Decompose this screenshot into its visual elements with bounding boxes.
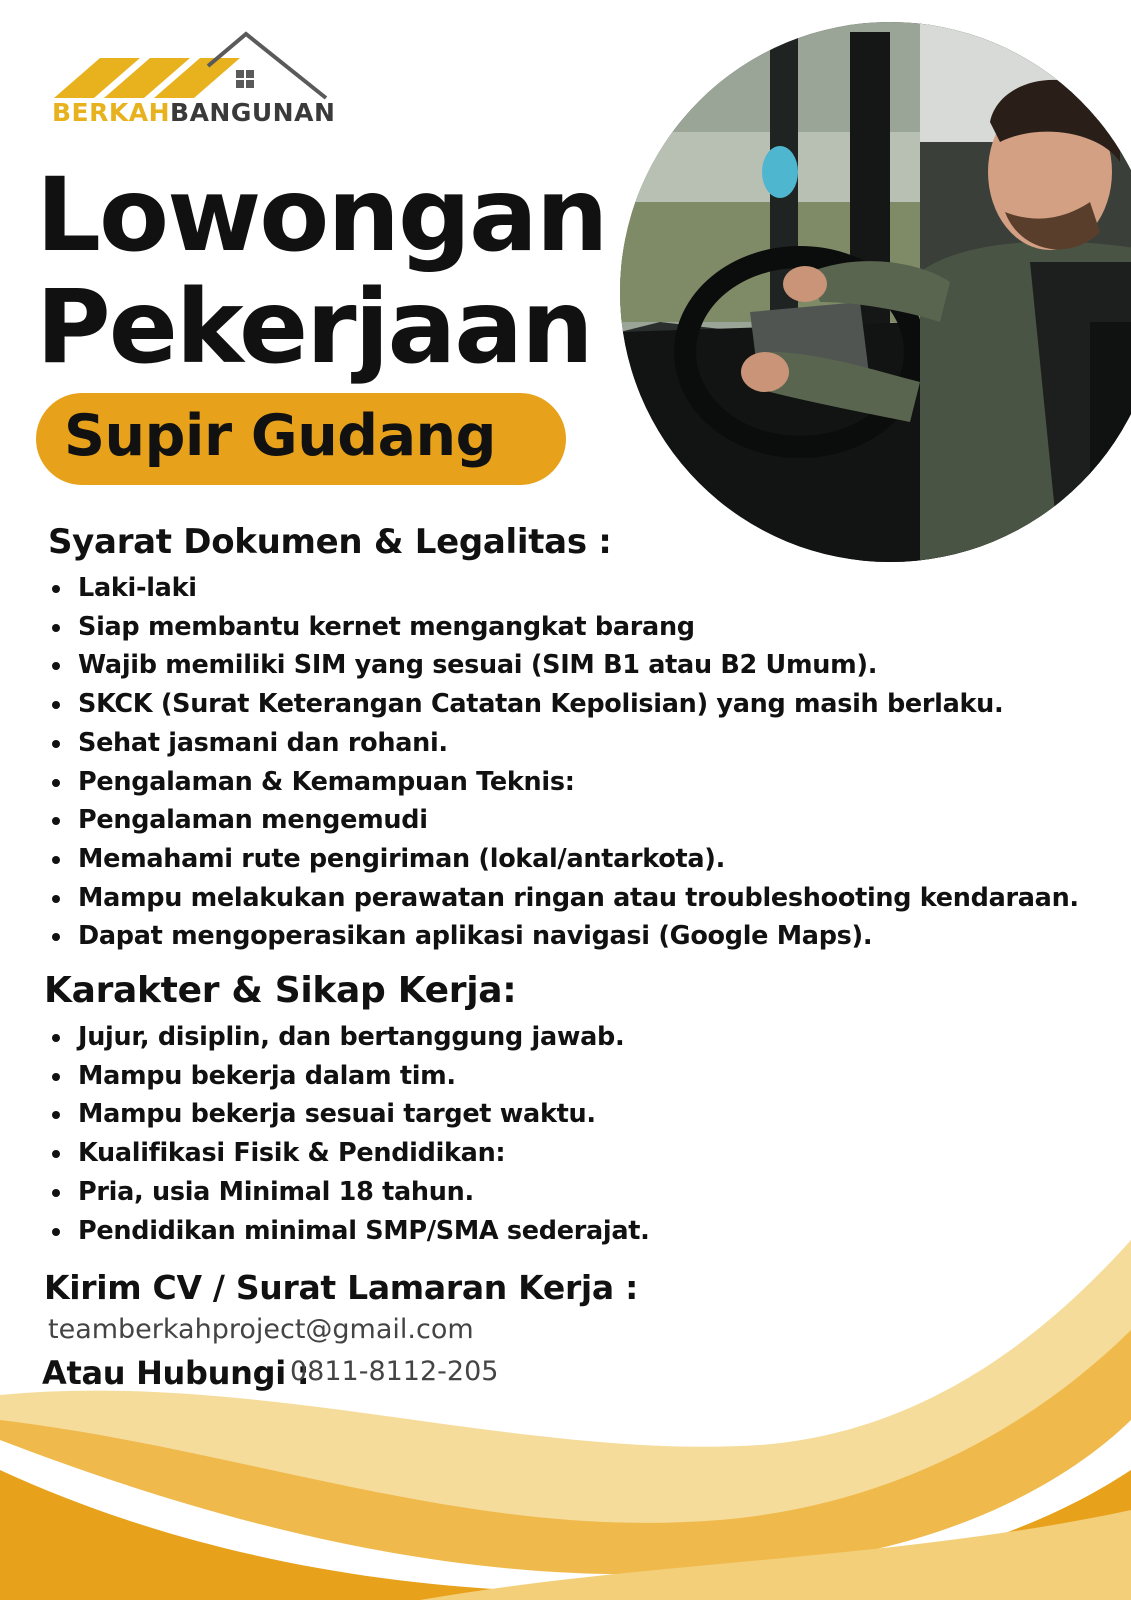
truck-driver-illustration [620,22,1131,562]
contact-label: Atau Hubungi : [42,1354,310,1392]
list-item: Pengalaman & Kemampuan Teknis: [50,763,1079,802]
headline-line-2: Pekerjaan [36,268,592,387]
list-item: Jujur, disiplin, dan bertanggung jawab. [50,1018,650,1057]
list-item: Siap membantu kernet mengangkat barang [50,608,1079,647]
list-item: Mampu bekerja sesuai target waktu. [50,1095,650,1134]
position-title: Supir Gudang [64,403,496,469]
position-badge [36,393,566,485]
email-address[interactable]: teamberkahproject@gmail.com [48,1314,474,1345]
list-item: Pengalaman mengemudi [50,801,1079,840]
driver-photo [620,22,1131,562]
documents-list [50,569,1079,956]
headline-line-1: Lowongan [36,156,607,275]
list-item: Mampu bekerja dalam tim. [50,1057,650,1096]
character-section-title: Karakter & Sikap Kerja: [44,970,517,1011]
list-item: Kualifikasi Fisik & Pendidikan: [50,1134,650,1173]
brand-name: BERKAHBANGUNAN [52,98,336,127]
phone-number[interactable]: 0811-8112-205 [290,1356,499,1387]
brand-logo [48,28,338,133]
list-item: Laki-laki [50,569,1079,608]
list-item: Sehat jasmani dan rohani. [50,724,1079,763]
list-item: Memahami rute pengiriman (lokal/antarkota). [50,840,1079,879]
documents-section-title: Syarat Dokumen & Legalitas : [48,522,612,562]
list-item: Dapat mengoperasikan aplikasi navigasi (Google Maps). [50,917,1079,956]
list-item: Pria, usia Minimal 18 tahun. [50,1173,650,1212]
character-list [50,1018,650,1250]
list-item: Pendidikan minimal SMP/SMA sederajat. [50,1212,650,1251]
house-roof-icon [48,28,338,103]
list-item: SKCK (Surat Keterangan Catatan Kepolisian) yang masih berlaku. [50,685,1079,724]
list-item: Wajib memiliki SIM yang sesuai (SIM B1 atau B2 Umum). [50,646,1079,685]
headline [36,156,607,387]
list-item: Mampu melakukan perawatan ringan atau troubleshooting kendaraan. [50,879,1079,918]
apply-title: Kirim CV / Surat Lamaran Kerja : [44,1268,638,1307]
